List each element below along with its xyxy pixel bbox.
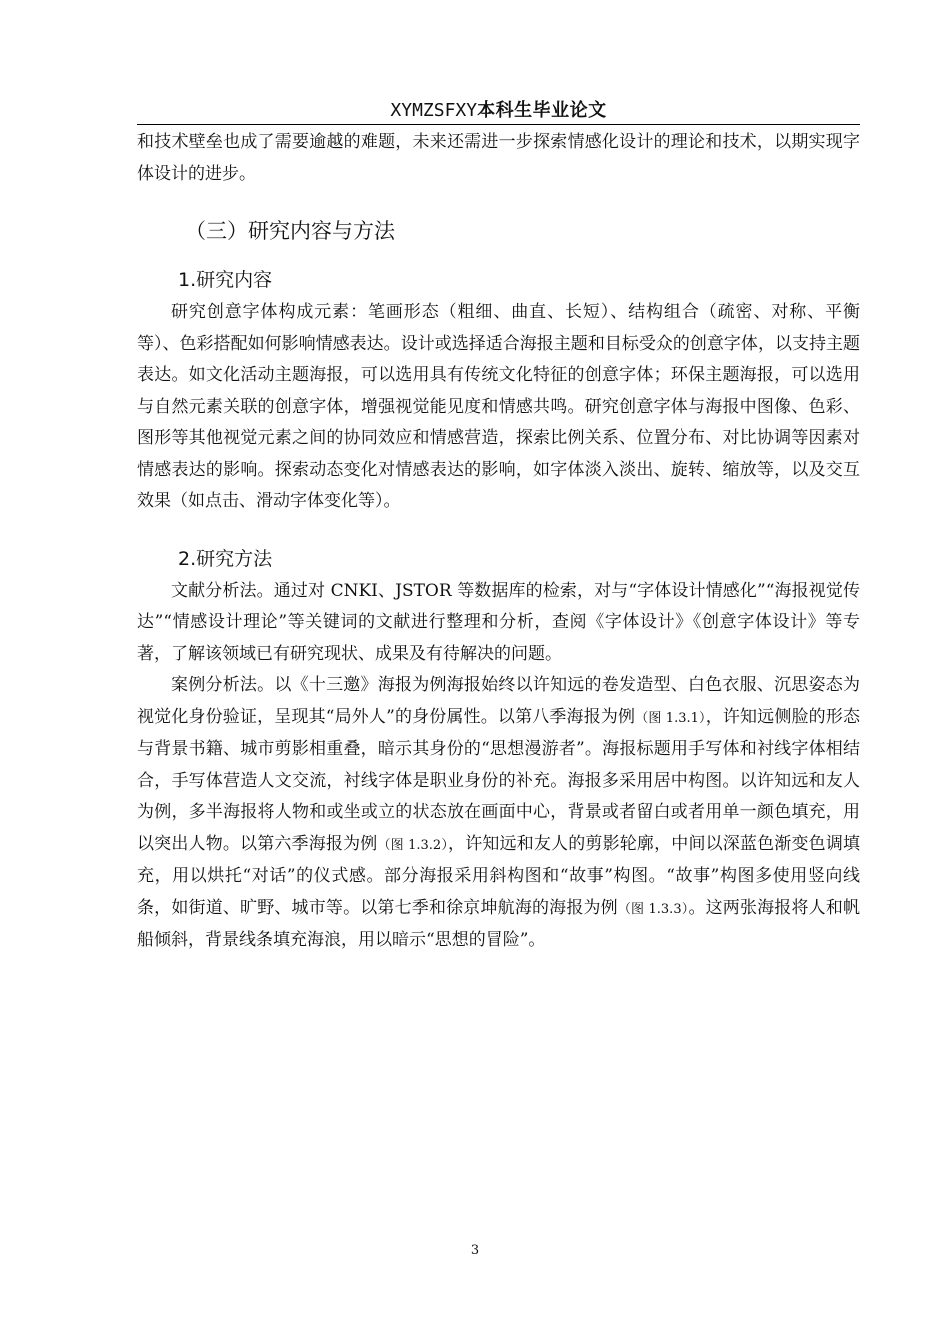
research-content-paragraph: 研究创意字体构成元素：笔画形态（粗细、曲直、长短）、结构组合（疏密、对称、平衡等）、色彩搭配如何影响情感表达。设计或选择适合海报主题和目标受众的创意字体，以支持主题表达。如文化活动主题海报，可以选用具有传统文化特征的创意字体；环保主题海报，可以选用与自然元素关联的创意字体，增强视觉能见度和情感共鸣。研究创意字体与海报中图像、色彩、图形等其他视觉元素之间的协同效应和情感营造，探索比例关系、位置分布、对比协调等因素对情感表达的影响。探索动态变化对情感表达的影响，如字体淡入淡出、旋转、缩放等，以及交互效果（如点击、滑动字体变化等）。 [137, 302, 860, 511]
figure-reference-2: （图 1.3.2） [377, 837, 449, 853]
page-number: 3 [470, 1243, 480, 1258]
case-text-part4: 。这两张海报将人和帆船倾斜，背景线条填充海浪，用以暗示“思想的冒险”。 [137, 897, 860, 950]
header-title: 本科生毕业论文 [477, 100, 607, 121]
case-text-part3: ，许知远和友人的剪影轮廓，中间以深蓝色渐变色调填充，用以烘托“对话”的仪式感。部分海报采用斜构图和“故事”构图。“故事”构图多使用竖向线条，如街道、旷野、城市等。以第七季和徐京坤航海的海报为例 [137, 833, 861, 918]
case-text-part2: ，许知远侧脸的形态与背景书籍、城市剪影相重叠，暗示其身份的“思想漫游者”。海报标题用手写体和衬线字体相结合，手写体营造人文交流，衬线字体是职业身份的补充。海报多采用居中构图。以许知远和友人为例，多半海报将人物和或坐或立的状态放在画面中心，背景或者留白或者用单一颜色填充，用以突出人物。以第六季海报为例 [137, 706, 860, 854]
figure-reference-3: （图 1.3.3） [617, 901, 689, 917]
section-heading: （三）研究内容与方法 [185, 219, 395, 243]
case-text-part1: 案例分析法。以《十三邀》海报为例海报始终以许知远的卷发造型、白色衣服、沉思姿态为视觉化身份验证，呈现其“局外人”的身份属性。以第八季海报为例 [137, 675, 860, 727]
subheading-research-content: 1.研究内容 [178, 269, 273, 291]
intro-paragraph: 和技术壁垒也成了需要逾越的难题，未来还需进一步探索情感化设计的理论和技术，以期实现字体设计的进步。 [137, 132, 860, 184]
header-code: XYMZSFXY [390, 100, 478, 121]
figure-reference-1: （图 1.3.1） [635, 710, 706, 726]
page-header [137, 96, 860, 125]
literature-method-paragraph: 文献分析法。通过对 CNKI、JSTOR 等数据库的检索，对与“字体设计情感化”“海报视觉传达”“情感设计理论”等关键词的文献进行整理和分析，查阅《字体设计》《创意字体设计》等专著，了解该领域已有研究现状、成果及有待解决的问题。 [137, 580, 860, 664]
case-method-paragraph [137, 670, 860, 957]
subheading-research-method: 2.研究方法 [178, 547, 273, 570]
document-body [137, 127, 860, 957]
